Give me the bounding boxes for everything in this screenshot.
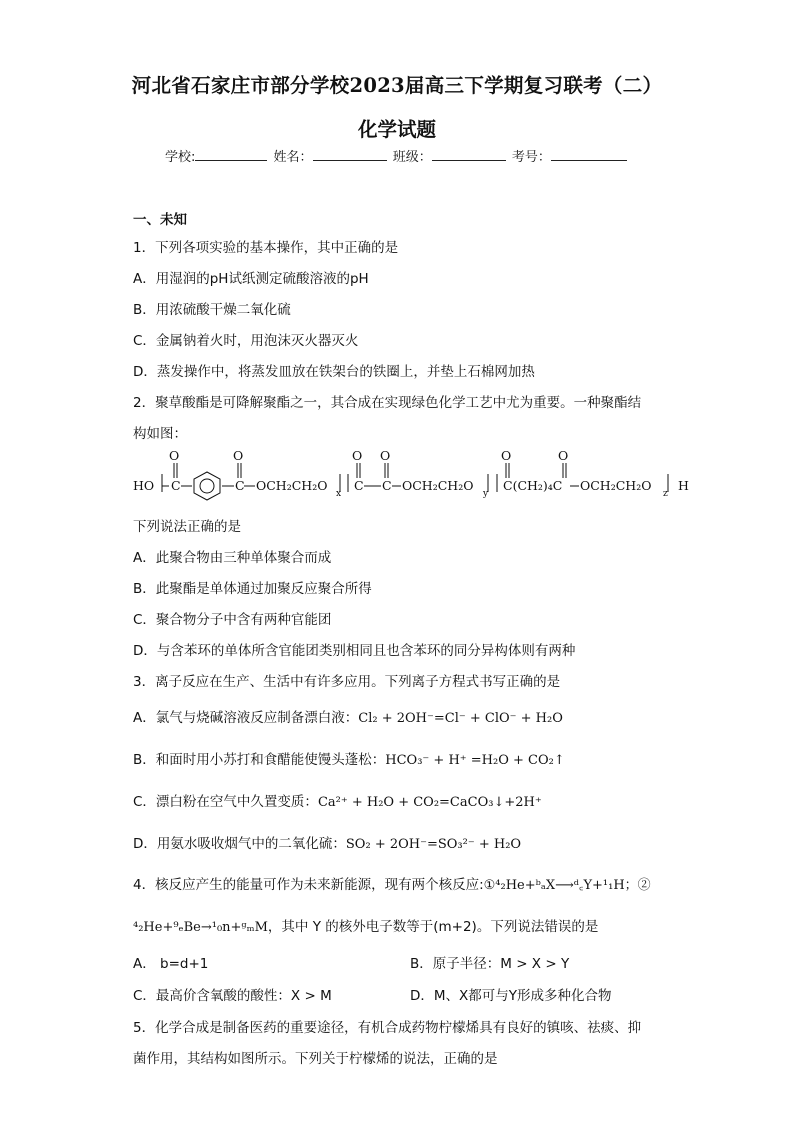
name-label: 姓名： [273, 150, 313, 165]
q3-option-d-text: D．用氨水吸收烟气中的二氧化硫： [133, 836, 346, 852]
student-info-row [165, 146, 629, 165]
index-y: y [483, 489, 489, 499]
q3-option-d [133, 832, 521, 852]
page-subtitle: 化学试题 [357, 118, 436, 141]
q2-stem-line2: 构如图： [133, 426, 187, 442]
q5-stem-line2: 菌作用，其结构如图所示。下列关于柠檬烯的说法，正确的是 [133, 1051, 498, 1067]
section-heading: 一、未知 [133, 212, 187, 228]
q3-stem: 3．离子反应在生产、生活中有许多应用。下列离子方程式书写正确的是 [133, 674, 561, 690]
school-blank[interactable] [195, 148, 267, 161]
q1-option-c: C．金属钠着火时，用泡沫灭火器灭火 [133, 333, 359, 349]
q4-stem-line1 [133, 873, 651, 893]
carbonyl-o-5: O [501, 448, 512, 463]
glycol-segment-3: OCH₂CH₂O [580, 478, 652, 493]
class-blank[interactable] [432, 148, 506, 161]
q5-stem-line1: 5．化学合成是制备医药的重要途径，有机合成药物柠檬烯具有良好的镇咳、祛痰、抑 [133, 1020, 642, 1036]
exam-no-blank[interactable] [551, 148, 627, 161]
carbon-1: C [171, 478, 181, 493]
q3-option-c-equation: Ca²⁺ + H₂O + CO₂=CaCO₃↓+2H⁺ [317, 795, 542, 810]
q2-option-d: D．与含苯环的单体所含官能团类别相同且也含苯环的同分异构体则有两种 [133, 643, 576, 659]
q2-option-b: B．此聚酯是单体通过加聚反应聚合所得 [133, 581, 372, 597]
glycol-segment-1: OCH₂CH₂O [256, 478, 328, 493]
q3-option-a-equation: Cl₂ + 2OH⁻=Cl⁻ + ClO⁻ + H₂O [358, 711, 563, 726]
q2-option-c: C．聚合物分子中含有两种官能团 [133, 612, 332, 628]
q3-option-b-text: B．和面时用小苏打和食醋能使馒头蓬松： [133, 752, 386, 768]
school-label: 学校: [165, 150, 196, 165]
q3-option-c [133, 790, 542, 810]
q2-option-a: A．此聚合物由三种单体聚合而成 [133, 550, 332, 566]
q3-option-b [133, 748, 565, 768]
q4-reaction-2: ⁴₂He+⁹ₑBe→¹₀n+ᵍₘM [133, 920, 268, 935]
carbon-3: C [354, 478, 364, 493]
page-title: 河北省石家庄市部分学校2023届高三下学期复习联考（二） [131, 74, 663, 97]
q3-option-b-equation: HCO₃⁻ + H⁺ =H₂O + CO₂↑ [385, 753, 565, 768]
q1-option-b: B．用浓硫酸干燥二氧化硫 [133, 302, 291, 318]
q3-option-a [133, 706, 563, 726]
q3-option-a-text: A．氯气与烧碱溶液反应制备漂白液： [133, 710, 359, 726]
q4-option-a: A． b=d+1 [133, 956, 209, 972]
q1-option-d: D．蒸发操作中，将蒸发皿放在铁架台的铁圈上，并垫上石棉网加热 [133, 364, 535, 380]
q2-ask: 下列说法正确的是 [133, 519, 241, 535]
carbon-2: C [235, 478, 245, 493]
q2-stem-line1: 2．聚草酸酯是可降解聚酯之一，其合成在实现绿色化学工艺中尤为重要。一种聚酯结 [133, 395, 642, 411]
q4-option-c: C．最高价含氧酸的酸性：X > M [133, 988, 332, 1004]
carbonyl-o-1: O [169, 448, 180, 463]
q3-option-d-equation: SO₂ + 2OH⁻=SO₃²⁻ + H₂O [345, 837, 522, 852]
q4-option-b: B．原子半径：M > X > Y [410, 956, 570, 972]
index-z: z [663, 489, 668, 499]
carbon-4: C [382, 478, 392, 493]
index-x: x [336, 489, 342, 499]
polyester-structure [128, 446, 698, 504]
q4-stem-line2 [133, 915, 598, 935]
q4-reaction-1: ①⁴₂He+ᵇₐX⟶ᵈ꜀Y+¹₁H；② [483, 878, 651, 893]
q4-stem-text-2: ，其中 Y 的核外电子数等于(m+2)。下列说法错误的是 [267, 919, 599, 935]
exam-no-label: 考号： [511, 150, 551, 165]
name-blank[interactable] [313, 148, 387, 161]
q4-stem-text: 4．核反应产生的能量可作为未来新能源，现有两个核反应: [133, 877, 484, 893]
q3-option-c-text: C．漂白粉在空气中久置变质： [133, 794, 318, 810]
q1-option-a: A．用湿润的pH试纸测定硫酸溶液的pH [133, 271, 369, 287]
end-h: H [678, 478, 689, 493]
glycol-segment-2: OCH₂CH₂O [402, 478, 474, 493]
q1-stem: 1．下列各项实验的基本操作，其中正确的是 [133, 240, 399, 256]
carbonyl-o-4: O [380, 448, 391, 463]
class-label: 班级： [392, 150, 432, 165]
ho-group: HO [133, 478, 155, 493]
q4-option-d: D．M、X都可与Y形成多种化合物 [410, 988, 612, 1004]
carbonyl-o-3: O [352, 448, 363, 463]
carbonyl-o-2: O [233, 448, 244, 463]
carbonyl-o-6: O [558, 448, 569, 463]
adipoyl-segment: C(CH₂)₄C [503, 478, 563, 493]
